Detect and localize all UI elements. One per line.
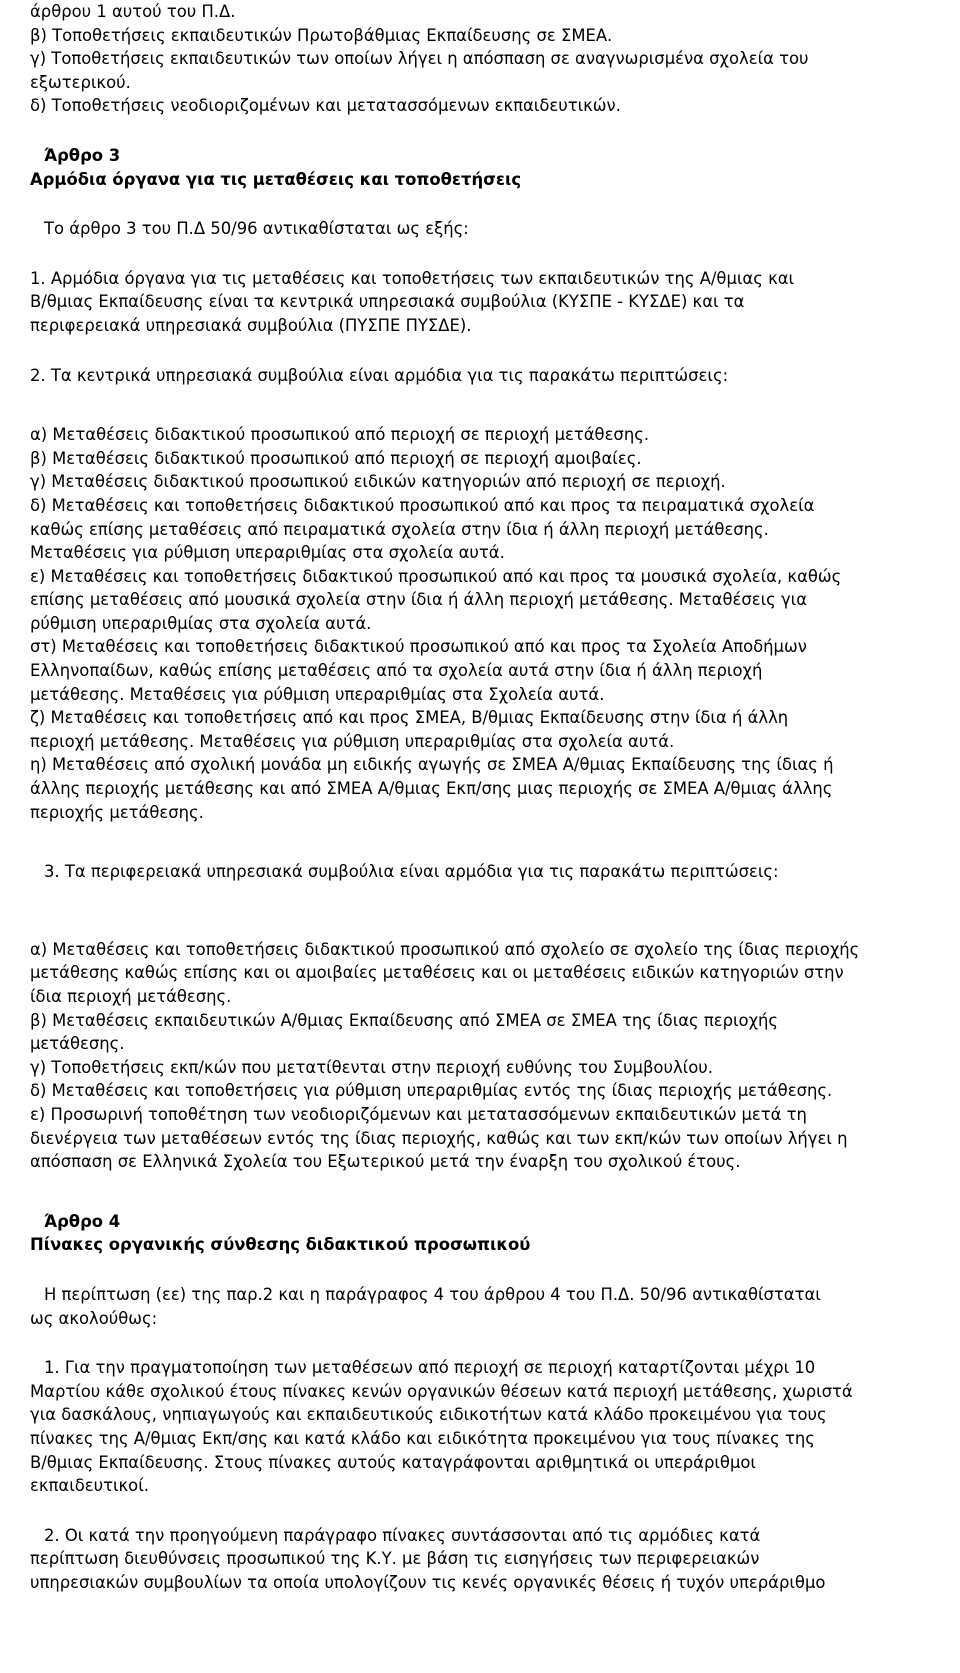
- article-3-paragraph-3: 3. Τα περιφερειακά υπηρεσιακά συμβούλια είναι αρμόδια για τις παρακάτω περιπτώσεις:: [44, 862, 779, 882]
- text-line: άρθρου 1 αυτού του Π.Δ.: [30, 2, 236, 21]
- list-item: απόσπαση σε Ελληνικά Σχολεία του Εξωτερικού μετά την έναρξη του σχολικού έτους.: [30, 1152, 741, 1172]
- list-item: γ) Τοποθετήσεις εκπ/κών που μετατίθενται στην περιοχή ευθύνης του Συμβουλίου.: [30, 1057, 713, 1077]
- article-4-label: Άρθρο 4: [44, 1211, 121, 1231]
- text-line: γ) Τοποθετήσεις εκπαιδευτικών των οποίων λήγει η απόσπαση σε αναγνωρισμένα σχολεία του: [30, 49, 809, 69]
- article-3-paragraph-1: [30, 267, 940, 338]
- article-3: [30, 144, 940, 1174]
- article-4-title: Πίνακες οργανικής σύνθεσης διδακτικού προσωπικού: [30, 1235, 531, 1255]
- list-item: περιοχής μετάθεσης.: [30, 802, 204, 822]
- list-item: γ) Μεταθέσεις διδακτικού προσωπικού ειδικών κατηγοριών από περιοχή σε περιοχή.: [30, 472, 726, 492]
- spacer: [30, 1174, 940, 1210]
- list-item: περιοχή μετάθεσης. Μεταθέσεις για ρύθμιση υπεραριθμίας στα σχολεία αυτά.: [30, 731, 675, 751]
- list-item: μετάθεσης.: [30, 1034, 125, 1054]
- article-4: [30, 1210, 940, 1595]
- spacer: [30, 1498, 940, 1524]
- text-line: β) Τοποθετήσεις εκπαιδευτικών Πρωτοβάθμιας Εκπαίδευσης σε ΣΜΕΑ.: [30, 25, 613, 45]
- text-line: Μαρτίου κάθε σχολικού έτους πίνακες κενών οργανικών θέσεων κατά περιοχή μετάθεσης, χωριστά: [30, 1381, 853, 1401]
- spacer: [30, 1330, 940, 1356]
- list-item: δ) Μεταθέσεις και τοποθετήσεις για ρύθμιση υπεραριθμίας εντός της ίδιας περιοχής μετάθεσης.: [30, 1081, 833, 1101]
- list-item: ίδια περιοχή μετάθεσης.: [30, 987, 232, 1006]
- list-item: α) Μεταθέσεις διδακτικού προσωπικού από περιοχή σε περιοχή μετάθεσης.: [30, 425, 650, 445]
- text-line: 2. Οι κατά την προηγούμενη παράγραφο πίνακες συντάσσονται από τις αρμόδιες κατά: [44, 1525, 761, 1545]
- text-line: Β/θμιας Εκπαίδευσης είναι τα κεντρικά υπηρεσιακά συμβούλια (ΚΥΣΠΕ - ΚΥΣΔΕ) και τα: [30, 292, 745, 312]
- list-item: μετάθεσης καθώς επίσης και οι αμοιβαίες μεταθέσεις και οι μεταθέσεις ειδικών κατηγοριών στην: [30, 963, 844, 983]
- article-4-paragraph-2: [30, 1524, 940, 1595]
- spacer: [30, 118, 940, 144]
- spacer: [30, 387, 940, 423]
- list-item: Ελληνοπαίδων, καθώς επίσης μεταθέσεις από τα σχολεία αυτά στην ίδια ή άλλη περιοχή: [30, 661, 763, 681]
- list-item: ρύθμιση υπεραριθμίας στα σχολεία αυτά.: [30, 613, 372, 633]
- spacer: [30, 338, 940, 364]
- text-line: υπηρεσιακών συμβουλίων τα οποία υπολογίζουν τις κενές οργανικές θέσεις ή τυχόν υπεράριθμο: [30, 1572, 826, 1592]
- text-line: δ) Τοποθετήσεις νεοδιοριζομένων και μετατασσόμενων εκπαιδευτικών.: [30, 96, 621, 116]
- spacer: [30, 191, 940, 217]
- spacer: [30, 920, 940, 938]
- list-item: η) Μεταθέσεις από σχολική μονάδα μη ειδικής αγωγής σε ΣΜΕΑ Α/θμιας Εκπαίδευσης της ίδιας ή: [30, 755, 834, 775]
- list-item: α) Μεταθέσεις και τοποθετήσεις διδακτικού προσωπικού από σχολείο σε σχολείο της ίδιας περιοχής: [30, 939, 860, 959]
- spacer: [30, 824, 940, 860]
- text-line: περίπτωση διευθύνσεις προσωπικού της Κ.Υ. με βάση τις εισηγήσεις των περιφερειακών: [30, 1549, 760, 1569]
- list-item: άλλης περιοχής μετάθεσης και από ΣΜΕΑ Α/θμιας Εκπ/σης μιας περιοχής σε ΣΜΕΑ Α/θμιας άλλης: [30, 779, 833, 799]
- text-line: 1. Για την πραγματοποίηση των μεταθέσεων από περιοχή σε περιοχή καταρτίζονται μέχρι 10: [44, 1358, 816, 1378]
- list-item: μετάθεσης. Μεταθέσεις για ρύθμιση υπεραριθμίας στα Σχολεία αυτά.: [30, 684, 605, 704]
- list-item: ζ) Μεταθέσεις και τοποθετήσεις από και προς ΣΜΕΑ, Β/θμιας Εκπαίδευσης στην ίδια ή άλλη: [30, 708, 789, 728]
- spacer: [30, 884, 940, 920]
- spacer: [30, 1257, 940, 1283]
- list-item: διενέργεια των μεταθέσεων εντός της ίδιας περιοχής, καθώς και των εκπ/κών των οποίων λήγει η: [30, 1128, 848, 1148]
- text-line: ως ακολούθως:: [30, 1308, 158, 1328]
- list-item: δ) Μεταθέσεις και τοποθετήσεις διδακτικού προσωπικού από και προς τα πειραματικά σχολεία: [30, 495, 815, 515]
- list-item: επίσης μεταθέσεις από μουσικά σχολεία στην ίδια ή άλλη περιοχή μετάθεσης. Μεταθέσεις για: [30, 590, 808, 610]
- text-line: Β/θμιας Εκπαίδευσης. Στους πίνακες αυτούς καταγράφονται αριθμητικά οι υπεράριθμοι: [30, 1452, 756, 1472]
- article-3-intro: Το άρθρο 3 του Π.Δ 50/96 αντικαθίσταται ως εξής:: [44, 219, 469, 239]
- article-3-paragraph-3-items: [30, 938, 940, 1174]
- article-3-title: Αρμόδια όργανα για τις μεταθέσεις και τοποθετήσεις: [30, 169, 522, 189]
- list-item: καθώς επίσης μεταθέσεις από πειραματικά σχολεία στην ίδια ή άλλη περιοχή μετάθεσης.: [30, 519, 769, 539]
- article-3-paragraph-2-items: [30, 423, 940, 824]
- article-4-paragraph-1: [30, 1356, 940, 1498]
- text-line: Η περίπτωση (εε) της παρ.2 και η παράγραφος 4 του άρθρου 4 του Π.Δ. 50/96 αντικαθίσταται: [44, 1284, 821, 1304]
- article-3-paragraph-2: 2. Τα κεντρικά υπηρεσιακά συμβούλια είναι αρμόδια για τις παρακάτω περιπτώσεις:: [30, 365, 729, 385]
- text-line: εκπαιδευτικοί.: [30, 1476, 149, 1496]
- article-3-label: Άρθρο 3: [44, 145, 121, 165]
- list-item: β) Μεταθέσεις εκπαιδευτικών Α/θμιας Εκπαίδευσης από ΣΜΕΑ σε ΣΜΕΑ της ίδιας περιοχής: [30, 1010, 779, 1030]
- list-item: ε) Προσωρινή τοποθέτηση των νεοδιοριζόμενων και μετατασσόμενων εκπαιδευτικών μετά τη: [30, 1104, 807, 1124]
- spacer: [30, 241, 940, 267]
- list-item: στ) Μεταθέσεις και τοποθετήσεις διδακτικού προσωπικού από και προς τα Σχολεία Αποδήμων: [30, 637, 807, 657]
- list-item: β) Μεταθέσεις διδακτικού προσωπικού από περιοχή σε περιοχή αμοιβαίες.: [30, 448, 642, 468]
- text-line: για δασκάλους, νηπιαγωγούς και εκπαιδευτικούς ειδικοτήτων κατά κλάδο προκειμένου για τους: [30, 1405, 827, 1425]
- article-4-intro: [30, 1283, 940, 1330]
- text-line: περιφερειακά υπηρεσιακά συμβούλια (ΠΥΣΠΕ ΠΥΣΔΕ).: [30, 315, 472, 335]
- list-item: Μεταθέσεις για ρύθμιση υπεραριθμίας στα σχολεία αυτά.: [30, 543, 505, 563]
- top-section: [30, 0, 940, 118]
- list-item: ε) Μεταθέσεις και τοποθετήσεις διδακτικού προσωπικού από και προς τα μουσικά σχολεία, καθώς: [30, 566, 842, 586]
- text-line: 1. Αρμόδια όργανα για τις μεταθέσεις και τοποθετήσεις των εκπαιδευτικών της Α/θμιας και: [30, 268, 795, 288]
- text-line: εξωτερικού.: [30, 72, 131, 92]
- text-line: πίνακες της Α/θμιας Εκπ/σης και κατά κλάδο και ειδικότητα προκειμένου για τους πίνακες της: [30, 1428, 815, 1448]
